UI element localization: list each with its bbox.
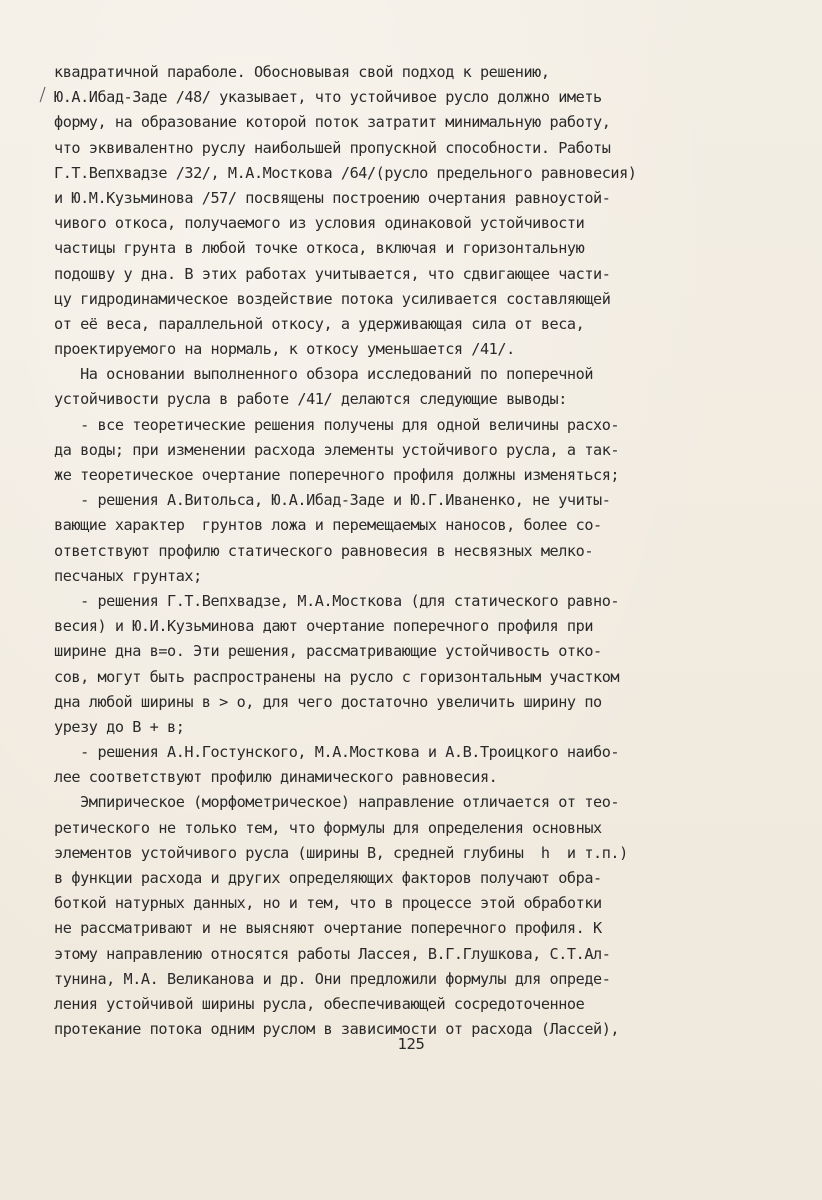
text-line: от её веса, параллельной откосу, а удерживающая сила от веса, (54, 314, 585, 333)
text-line: да воды; при изменении расхода элементы устойчивого русла, а так- (54, 440, 620, 459)
text-line: урезу до В + в; (54, 717, 185, 736)
text-line: боткой натурных данных, но и тем, что в процессе этой обработки (54, 894, 602, 913)
text-line: - решения Г.Т.Вепхвадзе, М.А.Мосткова (для статического равно- (54, 591, 620, 610)
margin-mark (40, 87, 49, 103)
text-line: же теоретическое очертание поперечного профиля должны изменяться; (54, 466, 620, 484)
text-line: в функции расхода и других определяющих факторов получают обра- (54, 869, 602, 887)
text-line: тунина, М.А. Великанова и др. Они предложили формулы для опреде- (54, 969, 611, 988)
text-line: ретического не только тем, что формулы для определения основных (54, 818, 602, 837)
text-line: На основании выполненного обзора исследований по поперечной (54, 365, 594, 384)
text-line: дна любой ширины в > о, для чего достаточно увеличить ширину по (54, 692, 602, 711)
text-line: весия) и Ю.И.Кузьминова дают очертание поперечного профиля при (54, 617, 594, 636)
text-line: Ю.А.Ибад-Заде /48/ указывает, что устойчивое русло должно иметь (54, 88, 602, 107)
page-number: 125 (397, 1035, 425, 1053)
text-line: Эмпирическое (морфометрическое) направление отличается от тео- (54, 793, 620, 812)
text-line: цу гидродинамическое воздействие потока усиливается составляющей (54, 289, 611, 308)
text-line: песчаных грунтах; (54, 566, 202, 585)
text-line: ширине дна в=о. Эти решения, рассматривающие устойчивость отко- (54, 642, 602, 661)
text-line: частицы грунта в любой точке откоса, включая и горизонтальную (54, 239, 585, 258)
text-line: квадратичной параболе. Обосновывая свой подход к решению, (54, 63, 550, 81)
text-line: ответствуют профилю статического равновесия в несвязных мелко- (54, 541, 594, 560)
text-line: что эквивалентно руслу наибольшей пропускной способности. Работы (54, 138, 611, 157)
body-text (54, 60, 794, 1042)
text-line: этому направлению относятся работы Лассея, В.Г.Глушкова, С.Т.Ал- (54, 944, 611, 963)
text-line: чивого откоса, получаемого из условия одинаковой устойчивости (54, 214, 585, 233)
text-line: - решения А.Н.Гостунского, М.А.Мосткова и А.В.Троицкого наибо- (54, 743, 620, 762)
text-line: протекание потока одним руслом в зависимости от расхода (Лассей), (54, 1020, 620, 1039)
text-line: - решения А.Витольса, Ю.А.Ибад-Заде и Ю.Г.Иваненко, не учиты- (54, 491, 611, 510)
text-line: подошву у дна. В этих работах учитывается, что сдвигающее части- (54, 264, 611, 283)
text-line: - все теоретические решения получены для одной величины расхо- (54, 415, 620, 434)
text-line: элементов устойчивого русла (ширины В, средней глубины h и т.п.) (54, 843, 628, 862)
text-line: лее соответствуют профилю динамического равновесия. (54, 768, 498, 787)
text-line: и Ю.М.Кузьминова /57/ посвящены построению очертания равноустой- (54, 188, 611, 207)
text-line: устойчивости русла в работе /41/ делаются следующие выводы: (54, 390, 567, 409)
text-line: Г.Т.Вепхвадзе /32/, М.А.Мосткова /64/(русло предельного равновесия) (54, 163, 637, 182)
text-line: не рассматривают и не выясняют очертание поперечного профиля. К (54, 919, 602, 938)
text-line: ления устойчивой ширины русла, обеспечивающей сосредоточенное (54, 994, 585, 1013)
text-line: форму, на образование которой поток затратит минимальную работу, (54, 113, 611, 132)
text-line: вающие характер грунтов ложа и перемещаемых наносов, более со- (54, 516, 602, 535)
text-line: сов, могут быть распространены на русло с горизонтальным участком (54, 667, 620, 686)
text-line: проектируемого на нормаль, к откосу уменьшается /41/. (54, 340, 515, 359)
